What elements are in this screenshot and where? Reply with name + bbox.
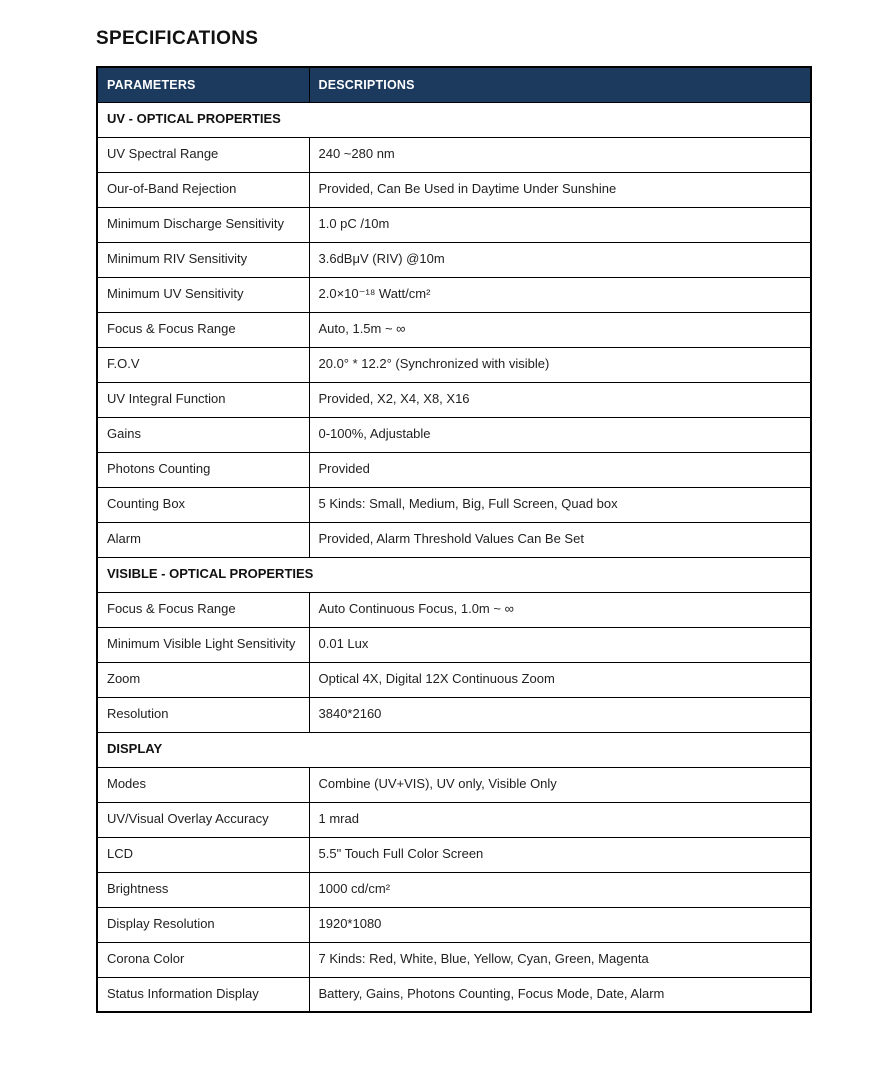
description-cell: 2.0×10⁻¹⁸ Watt/cm²: [309, 277, 811, 312]
table-row: [97, 417, 811, 452]
table-row: [97, 872, 811, 907]
table-row: [97, 277, 811, 312]
description-cell: 0.01 Lux: [309, 627, 811, 662]
section-title: VISIBLE - OPTICAL PROPERTIES: [97, 557, 811, 592]
parameter-cell: LCD: [97, 837, 309, 872]
parameter-cell: Modes: [97, 767, 309, 802]
description-cell: Provided, X2, X4, X8, X16: [309, 382, 811, 417]
description-cell: Provided, Can Be Used in Daytime Under Sunshine: [309, 172, 811, 207]
description-cell: 1 mrad: [309, 802, 811, 837]
document-content: [96, 28, 810, 1013]
parameter-cell: Brightness: [97, 872, 309, 907]
description-cell: Auto, 1.5m ~ ∞: [309, 312, 811, 347]
parameter-cell: Minimum UV Sensitivity: [97, 277, 309, 312]
section-row-display: [97, 732, 811, 767]
table-row: [97, 662, 811, 697]
description-cell: 1920*1080: [309, 907, 811, 942]
table-row: [97, 802, 811, 837]
parameter-cell: Zoom: [97, 662, 309, 697]
section-row-visible-optical: [97, 557, 811, 592]
table-row: [97, 312, 811, 347]
section-title: UV - OPTICAL PROPERTIES: [97, 102, 811, 137]
parameter-cell: UV Integral Function: [97, 382, 309, 417]
parameter-cell: Gains: [97, 417, 309, 452]
parameter-cell: Minimum Visible Light Sensitivity: [97, 627, 309, 662]
description-cell: 3840*2160: [309, 697, 811, 732]
section-row-uv-optical: [97, 102, 811, 137]
table-row: [97, 977, 811, 1012]
table-row: [97, 767, 811, 802]
description-cell: 5 Kinds: Small, Medium, Big, Full Screen, Quad box: [309, 487, 811, 522]
parameter-cell: UV/Visual Overlay Accuracy: [97, 802, 309, 837]
table-row: [97, 172, 811, 207]
description-cell: Auto Continuous Focus, 1.0m ~ ∞: [309, 592, 811, 627]
table-row: [97, 907, 811, 942]
section-title: DISPLAY: [97, 732, 811, 767]
parameter-cell: Minimum RIV Sensitivity: [97, 242, 309, 277]
parameter-cell: Corona Color: [97, 942, 309, 977]
description-cell: Combine (UV+VIS), UV only, Visible Only: [309, 767, 811, 802]
table-row: [97, 242, 811, 277]
table-row: [97, 837, 811, 872]
description-cell: 0-100%, Adjustable: [309, 417, 811, 452]
page-title: SPECIFICATIONS: [96, 28, 259, 49]
parameter-cell: Focus & Focus Range: [97, 592, 309, 627]
parameter-cell: Alarm: [97, 522, 309, 557]
parameter-cell: Minimum Discharge Sensitivity: [97, 207, 309, 242]
description-cell: Battery, Gains, Photons Counting, Focus Mode, Date, Alarm: [309, 977, 811, 1012]
description-cell: Provided, Alarm Threshold Values Can Be Set: [309, 522, 811, 557]
table-header-row: [97, 67, 811, 102]
description-cell: 240 ~280 nm: [309, 137, 811, 172]
description-cell: 7 Kinds: Red, White, Blue, Yellow, Cyan, Green, Magenta: [309, 942, 811, 977]
table-row: [97, 522, 811, 557]
parameter-cell: Status Information Display: [97, 977, 309, 1012]
table-row: [97, 382, 811, 417]
description-cell: 1000 cd/cm²: [309, 872, 811, 907]
table-row: [97, 627, 811, 662]
parameter-cell: Counting Box: [97, 487, 309, 522]
table-row: [97, 452, 811, 487]
parameter-cell: Display Resolution: [97, 907, 309, 942]
column-header-descriptions: DESCRIPTIONS: [309, 67, 811, 102]
table-row: [97, 942, 811, 977]
description-cell: 5.5" Touch Full Color Screen: [309, 837, 811, 872]
parameter-cell: Photons Counting: [97, 452, 309, 487]
specifications-table: [96, 66, 812, 1013]
table-row: [97, 697, 811, 732]
parameter-cell: F.O.V: [97, 347, 309, 382]
table-row: [97, 487, 811, 522]
description-cell: 3.6dBμV (RIV) @10m: [309, 242, 811, 277]
parameter-cell: Focus & Focus Range: [97, 312, 309, 347]
description-cell: Optical 4X, Digital 12X Continuous Zoom: [309, 662, 811, 697]
description-cell: 1.0 pC /10m: [309, 207, 811, 242]
parameter-cell: UV Spectral Range: [97, 137, 309, 172]
parameter-cell: Resolution: [97, 697, 309, 732]
description-cell: Provided: [309, 452, 811, 487]
column-header-parameters: PARAMETERS: [97, 67, 309, 102]
table-row: [97, 207, 811, 242]
table-row: [97, 137, 811, 172]
parameter-cell: Our-of-Band Rejection: [97, 172, 309, 207]
table-row: [97, 347, 811, 382]
description-cell: 20.0° * 12.2° (Synchronized with visible): [309, 347, 811, 382]
table-row: [97, 592, 811, 627]
